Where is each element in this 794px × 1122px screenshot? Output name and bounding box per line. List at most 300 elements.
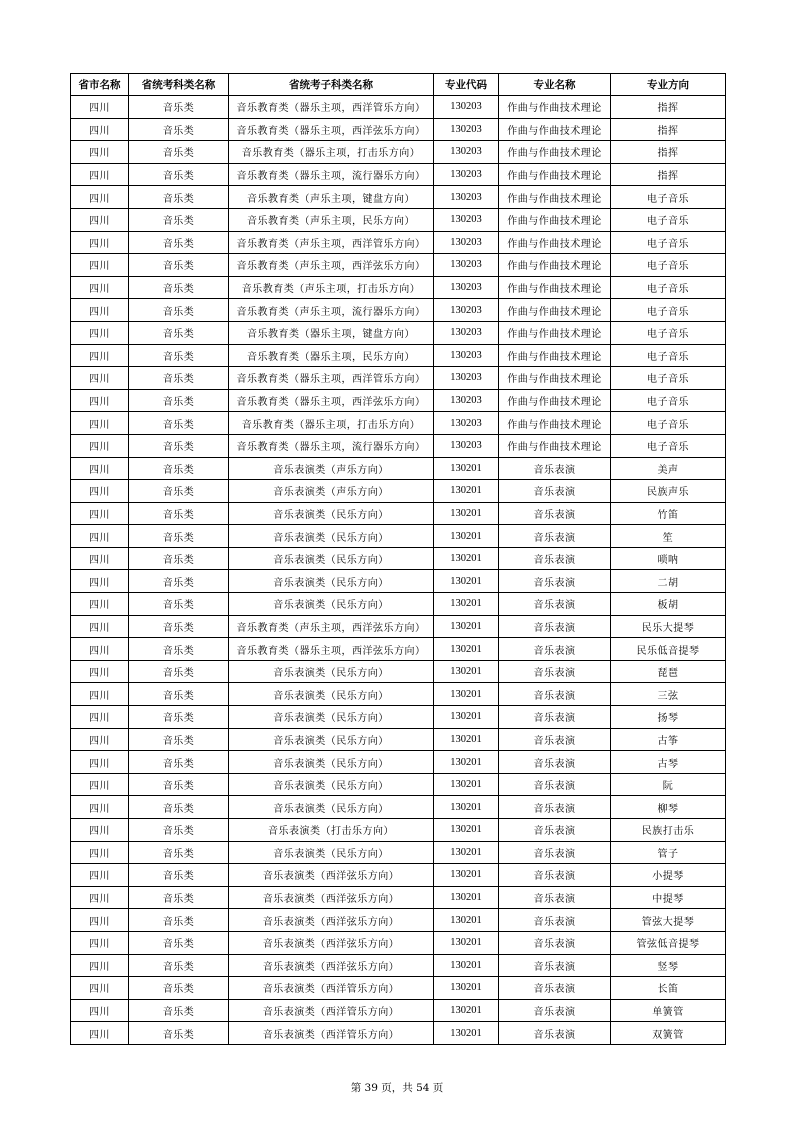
table-row bbox=[71, 299, 726, 322]
cell-subcategory: 音乐表演类（西洋弦乐方向） bbox=[229, 954, 434, 977]
page-number: 第 39 页，共 54 页 bbox=[350, 1082, 444, 1094]
cell-major-code: 130201 bbox=[434, 864, 499, 887]
cell-major-direction: 长笛 bbox=[611, 977, 726, 1000]
cell-major-name: 作曲与作曲技术理论 bbox=[499, 208, 611, 231]
cell-subcategory: 音乐教育类（器乐主项，键盘方向） bbox=[229, 321, 434, 344]
cell-subcategory: 音乐表演类（西洋弦乐方向） bbox=[229, 864, 434, 887]
cell-subcategory: 音乐表演类（声乐方向） bbox=[229, 457, 434, 480]
cell-province: 四川 bbox=[71, 886, 129, 909]
cell-major-code: 130201 bbox=[434, 547, 499, 570]
cell-major-direction: 二胡 bbox=[611, 570, 726, 593]
header-major-code: 专业代码 bbox=[434, 74, 499, 96]
cell-major-code: 130201 bbox=[434, 638, 499, 661]
cell-subcategory: 音乐教育类（声乐主项，西洋弦乐方向） bbox=[229, 615, 434, 638]
cell-major-direction: 单簧管 bbox=[611, 999, 726, 1022]
cell-major-code: 130201 bbox=[434, 457, 499, 480]
cell-major-code: 130203 bbox=[434, 163, 499, 186]
cell-major-code: 130203 bbox=[434, 299, 499, 322]
cell-major-name: 作曲与作曲技术理论 bbox=[499, 141, 611, 164]
cell-major-direction: 琵琶 bbox=[611, 660, 726, 683]
cell-category: 音乐类 bbox=[129, 118, 229, 141]
cell-major-code: 130201 bbox=[434, 706, 499, 729]
cell-category: 音乐类 bbox=[129, 796, 229, 819]
cell-major-direction: 电子音乐 bbox=[611, 231, 726, 254]
cell-province: 四川 bbox=[71, 570, 129, 593]
table-row bbox=[71, 751, 726, 774]
cell-province: 四川 bbox=[71, 389, 129, 412]
cell-major-code: 130201 bbox=[434, 886, 499, 909]
cell-province: 四川 bbox=[71, 977, 129, 1000]
cell-major-direction: 阮 bbox=[611, 773, 726, 796]
cell-subcategory: 音乐表演类（民乐方向） bbox=[229, 706, 434, 729]
header-major-direction: 专业方向 bbox=[611, 74, 726, 96]
cell-major-direction: 指挥 bbox=[611, 96, 726, 119]
cell-major-code: 130201 bbox=[434, 615, 499, 638]
cell-province: 四川 bbox=[71, 321, 129, 344]
cell-major-code: 130201 bbox=[434, 525, 499, 548]
cell-major-code: 130201 bbox=[434, 660, 499, 683]
cell-major-direction: 电子音乐 bbox=[611, 254, 726, 277]
cell-province: 四川 bbox=[71, 118, 129, 141]
cell-major-name: 音乐表演 bbox=[499, 864, 611, 887]
cell-major-code: 130201 bbox=[434, 751, 499, 774]
cell-province: 四川 bbox=[71, 999, 129, 1022]
cell-major-name: 音乐表演 bbox=[499, 909, 611, 932]
table-row bbox=[71, 841, 726, 864]
cell-major-name: 作曲与作曲技术理论 bbox=[499, 186, 611, 209]
cell-province: 四川 bbox=[71, 141, 129, 164]
cell-subcategory: 音乐教育类（器乐主项，西洋弦乐方向） bbox=[229, 638, 434, 661]
cell-province: 四川 bbox=[71, 434, 129, 457]
cell-category: 音乐类 bbox=[129, 276, 229, 299]
cell-major-direction: 电子音乐 bbox=[611, 299, 726, 322]
cell-major-direction: 三弦 bbox=[611, 683, 726, 706]
table-row bbox=[71, 163, 726, 186]
table-row bbox=[71, 276, 726, 299]
table-row bbox=[71, 186, 726, 209]
cell-major-code: 130203 bbox=[434, 367, 499, 390]
cell-subcategory: 音乐教育类（器乐主项，打击乐方向） bbox=[229, 141, 434, 164]
cell-major-direction: 指挥 bbox=[611, 118, 726, 141]
cell-major-code: 130201 bbox=[434, 841, 499, 864]
cell-major-direction: 电子音乐 bbox=[611, 367, 726, 390]
cell-province: 四川 bbox=[71, 909, 129, 932]
cell-major-name: 音乐表演 bbox=[499, 525, 611, 548]
cell-major-name: 音乐表演 bbox=[499, 593, 611, 616]
cell-category: 音乐类 bbox=[129, 367, 229, 390]
cell-major-direction: 电子音乐 bbox=[611, 389, 726, 412]
header-subcategory: 省统考子科类名称 bbox=[229, 74, 434, 96]
cell-major-code: 130203 bbox=[434, 344, 499, 367]
table-row bbox=[71, 344, 726, 367]
table-row bbox=[71, 141, 726, 164]
cell-province: 四川 bbox=[71, 186, 129, 209]
cell-major-code: 130203 bbox=[434, 254, 499, 277]
cell-province: 四川 bbox=[71, 864, 129, 887]
cell-major-name: 作曲与作曲技术理论 bbox=[499, 163, 611, 186]
cell-major-code: 130203 bbox=[434, 231, 499, 254]
table-row bbox=[71, 864, 726, 887]
cell-major-code: 130201 bbox=[434, 773, 499, 796]
cell-major-code: 130201 bbox=[434, 909, 499, 932]
cell-category: 音乐类 bbox=[129, 615, 229, 638]
cell-major-name: 音乐表演 bbox=[499, 819, 611, 842]
cell-category: 音乐类 bbox=[129, 954, 229, 977]
cell-subcategory: 音乐教育类（声乐主项，打击乐方向） bbox=[229, 276, 434, 299]
table-row bbox=[71, 570, 726, 593]
cell-subcategory: 音乐表演类（民乐方向） bbox=[229, 570, 434, 593]
cell-major-name: 音乐表演 bbox=[499, 773, 611, 796]
cell-province: 四川 bbox=[71, 547, 129, 570]
cell-major-name: 音乐表演 bbox=[499, 706, 611, 729]
cell-major-direction: 民乐大提琴 bbox=[611, 615, 726, 638]
table-body bbox=[71, 96, 726, 1045]
table-row bbox=[71, 683, 726, 706]
cell-major-code: 130203 bbox=[434, 321, 499, 344]
cell-subcategory: 音乐教育类（声乐主项，流行器乐方向） bbox=[229, 299, 434, 322]
cell-major-code: 130201 bbox=[434, 999, 499, 1022]
cell-subcategory: 音乐表演类（西洋弦乐方向） bbox=[229, 909, 434, 932]
cell-major-direction: 板胡 bbox=[611, 593, 726, 616]
cell-category: 音乐类 bbox=[129, 344, 229, 367]
cell-category: 音乐类 bbox=[129, 321, 229, 344]
cell-major-code: 130201 bbox=[434, 1022, 499, 1045]
cell-subcategory: 音乐表演类（民乐方向） bbox=[229, 525, 434, 548]
cell-province: 四川 bbox=[71, 1022, 129, 1045]
table-row bbox=[71, 931, 726, 954]
table-row bbox=[71, 999, 726, 1022]
cell-major-code: 130201 bbox=[434, 796, 499, 819]
cell-subcategory: 音乐表演类（西洋管乐方向） bbox=[229, 977, 434, 1000]
header-major-name: 专业名称 bbox=[499, 74, 611, 96]
cell-category: 音乐类 bbox=[129, 299, 229, 322]
cell-province: 四川 bbox=[71, 593, 129, 616]
cell-major-name: 音乐表演 bbox=[499, 931, 611, 954]
cell-major-code: 130203 bbox=[434, 141, 499, 164]
table-row bbox=[71, 593, 726, 616]
cell-subcategory: 音乐表演类（西洋管乐方向） bbox=[229, 1022, 434, 1045]
table-header-row bbox=[71, 74, 726, 96]
cell-category: 音乐类 bbox=[129, 480, 229, 503]
cell-province: 四川 bbox=[71, 344, 129, 367]
cell-subcategory: 音乐教育类（声乐主项，西洋弦乐方向） bbox=[229, 254, 434, 277]
cell-province: 四川 bbox=[71, 254, 129, 277]
cell-subcategory: 音乐表演类（民乐方向） bbox=[229, 751, 434, 774]
cell-major-code: 130203 bbox=[434, 276, 499, 299]
cell-province: 四川 bbox=[71, 480, 129, 503]
cell-province: 四川 bbox=[71, 96, 129, 119]
cell-category: 音乐类 bbox=[129, 751, 229, 774]
cell-province: 四川 bbox=[71, 819, 129, 842]
table-row bbox=[71, 96, 726, 119]
cell-major-direction: 民乐低音提琴 bbox=[611, 638, 726, 661]
cell-subcategory: 音乐教育类（器乐主项，西洋管乐方向） bbox=[229, 367, 434, 390]
cell-major-name: 音乐表演 bbox=[499, 1022, 611, 1045]
cell-subcategory: 音乐教育类（声乐主项，民乐方向） bbox=[229, 208, 434, 231]
cell-province: 四川 bbox=[71, 231, 129, 254]
cell-category: 音乐类 bbox=[129, 841, 229, 864]
cell-province: 四川 bbox=[71, 457, 129, 480]
table-row bbox=[71, 118, 726, 141]
table-row bbox=[71, 1022, 726, 1045]
cell-subcategory: 音乐表演类（民乐方向） bbox=[229, 773, 434, 796]
cell-major-name: 音乐表演 bbox=[499, 796, 611, 819]
cell-category: 音乐类 bbox=[129, 570, 229, 593]
table-row bbox=[71, 321, 726, 344]
table-row bbox=[71, 389, 726, 412]
cell-major-direction: 美声 bbox=[611, 457, 726, 480]
cell-subcategory: 音乐表演类（民乐方向） bbox=[229, 796, 434, 819]
cell-major-direction: 电子音乐 bbox=[611, 186, 726, 209]
cell-major-name: 作曲与作曲技术理论 bbox=[499, 389, 611, 412]
table-row bbox=[71, 728, 726, 751]
cell-major-name: 作曲与作曲技术理论 bbox=[499, 367, 611, 390]
cell-major-direction: 电子音乐 bbox=[611, 276, 726, 299]
cell-subcategory: 音乐教育类（器乐主项，西洋弦乐方向） bbox=[229, 118, 434, 141]
cell-subcategory: 音乐教育类（声乐主项，键盘方向） bbox=[229, 186, 434, 209]
cell-province: 四川 bbox=[71, 276, 129, 299]
cell-category: 音乐类 bbox=[129, 231, 229, 254]
cell-category: 音乐类 bbox=[129, 773, 229, 796]
cell-category: 音乐类 bbox=[129, 457, 229, 480]
cell-major-name: 音乐表演 bbox=[499, 751, 611, 774]
cell-major-name: 作曲与作曲技术理论 bbox=[499, 434, 611, 457]
cell-subcategory: 音乐教育类（器乐主项，流行器乐方向） bbox=[229, 163, 434, 186]
table-row bbox=[71, 638, 726, 661]
table-row bbox=[71, 706, 726, 729]
cell-province: 四川 bbox=[71, 412, 129, 435]
cell-category: 音乐类 bbox=[129, 706, 229, 729]
cell-category: 音乐类 bbox=[129, 547, 229, 570]
cell-subcategory: 音乐表演类（西洋管乐方向） bbox=[229, 999, 434, 1022]
cell-subcategory: 音乐表演类（民乐方向） bbox=[229, 683, 434, 706]
cell-province: 四川 bbox=[71, 728, 129, 751]
cell-category: 音乐类 bbox=[129, 163, 229, 186]
cell-province: 四川 bbox=[71, 796, 129, 819]
table-row bbox=[71, 909, 726, 932]
table-row bbox=[71, 954, 726, 977]
cell-major-code: 130203 bbox=[434, 434, 499, 457]
cell-major-direction: 管弦大提琴 bbox=[611, 909, 726, 932]
cell-major-direction: 竹笛 bbox=[611, 502, 726, 525]
cell-subcategory: 音乐表演类（民乐方向） bbox=[229, 660, 434, 683]
cell-major-direction: 电子音乐 bbox=[611, 434, 726, 457]
cell-category: 音乐类 bbox=[129, 412, 229, 435]
cell-subcategory: 音乐表演类（民乐方向） bbox=[229, 547, 434, 570]
cell-subcategory: 音乐表演类（民乐方向） bbox=[229, 728, 434, 751]
cell-major-direction: 电子音乐 bbox=[611, 412, 726, 435]
cell-major-name: 作曲与作曲技术理论 bbox=[499, 276, 611, 299]
cell-province: 四川 bbox=[71, 502, 129, 525]
cell-category: 音乐类 bbox=[129, 864, 229, 887]
cell-subcategory: 音乐教育类（器乐主项，西洋管乐方向） bbox=[229, 96, 434, 119]
table-row bbox=[71, 434, 726, 457]
cell-subcategory: 音乐教育类（声乐主项，西洋管乐方向） bbox=[229, 231, 434, 254]
table-row bbox=[71, 367, 726, 390]
table-row bbox=[71, 254, 726, 277]
table-row bbox=[71, 796, 726, 819]
cell-major-direction: 竖琴 bbox=[611, 954, 726, 977]
cell-major-name: 音乐表演 bbox=[499, 977, 611, 1000]
cell-major-name: 作曲与作曲技术理论 bbox=[499, 344, 611, 367]
table-row bbox=[71, 457, 726, 480]
cell-major-name: 音乐表演 bbox=[499, 615, 611, 638]
cell-major-code: 130201 bbox=[434, 954, 499, 977]
cell-major-direction: 扬琴 bbox=[611, 706, 726, 729]
cell-major-name: 音乐表演 bbox=[499, 502, 611, 525]
cell-province: 四川 bbox=[71, 299, 129, 322]
cell-major-name: 作曲与作曲技术理论 bbox=[499, 254, 611, 277]
table-row bbox=[71, 819, 726, 842]
cell-province: 四川 bbox=[71, 773, 129, 796]
cell-major-direction: 电子音乐 bbox=[611, 208, 726, 231]
cell-province: 四川 bbox=[71, 208, 129, 231]
cell-major-name: 音乐表演 bbox=[499, 999, 611, 1022]
cell-major-code: 130201 bbox=[434, 593, 499, 616]
cell-major-code: 130201 bbox=[434, 819, 499, 842]
cell-province: 四川 bbox=[71, 525, 129, 548]
cell-category: 音乐类 bbox=[129, 186, 229, 209]
cell-major-code: 130203 bbox=[434, 389, 499, 412]
cell-major-name: 音乐表演 bbox=[499, 954, 611, 977]
cell-major-direction: 双簧管 bbox=[611, 1022, 726, 1045]
table-row bbox=[71, 886, 726, 909]
cell-province: 四川 bbox=[71, 751, 129, 774]
cell-category: 音乐类 bbox=[129, 389, 229, 412]
cell-province: 四川 bbox=[71, 163, 129, 186]
cell-province: 四川 bbox=[71, 683, 129, 706]
cell-category: 音乐类 bbox=[129, 660, 229, 683]
table-row bbox=[71, 773, 726, 796]
cell-major-name: 作曲与作曲技术理论 bbox=[499, 299, 611, 322]
cell-major-direction: 民族打击乐 bbox=[611, 819, 726, 842]
cell-major-code: 130203 bbox=[434, 208, 499, 231]
cell-category: 音乐类 bbox=[129, 502, 229, 525]
cell-major-name: 音乐表演 bbox=[499, 638, 611, 661]
cell-major-code: 130201 bbox=[434, 570, 499, 593]
cell-major-direction: 笙 bbox=[611, 525, 726, 548]
cell-major-name: 作曲与作曲技术理论 bbox=[499, 321, 611, 344]
admissions-table-container bbox=[70, 73, 725, 1045]
cell-subcategory: 音乐表演类（民乐方向） bbox=[229, 841, 434, 864]
cell-major-name: 音乐表演 bbox=[499, 683, 611, 706]
cell-major-name: 作曲与作曲技术理论 bbox=[499, 118, 611, 141]
cell-major-name: 音乐表演 bbox=[499, 547, 611, 570]
table-row bbox=[71, 208, 726, 231]
cell-province: 四川 bbox=[71, 638, 129, 661]
table-row bbox=[71, 480, 726, 503]
cell-major-code: 130201 bbox=[434, 977, 499, 1000]
cell-category: 音乐类 bbox=[129, 208, 229, 231]
cell-major-name: 音乐表演 bbox=[499, 841, 611, 864]
cell-category: 音乐类 bbox=[129, 977, 229, 1000]
cell-category: 音乐类 bbox=[129, 593, 229, 616]
cell-major-direction: 指挥 bbox=[611, 141, 726, 164]
cell-subcategory: 音乐教育类（器乐主项，西洋弦乐方向） bbox=[229, 389, 434, 412]
cell-subcategory: 音乐表演类（民乐方向） bbox=[229, 593, 434, 616]
cell-major-name: 音乐表演 bbox=[499, 457, 611, 480]
cell-subcategory: 音乐表演类（民乐方向） bbox=[229, 502, 434, 525]
cell-major-name: 音乐表演 bbox=[499, 480, 611, 503]
cell-province: 四川 bbox=[71, 367, 129, 390]
cell-category: 音乐类 bbox=[129, 525, 229, 548]
cell-major-direction: 管子 bbox=[611, 841, 726, 864]
cell-major-direction: 古琴 bbox=[611, 751, 726, 774]
table-row bbox=[71, 502, 726, 525]
cell-major-direction: 指挥 bbox=[611, 163, 726, 186]
cell-province: 四川 bbox=[71, 615, 129, 638]
cell-major-name: 作曲与作曲技术理论 bbox=[499, 231, 611, 254]
table-row bbox=[71, 615, 726, 638]
cell-subcategory: 音乐表演类（西洋弦乐方向） bbox=[229, 886, 434, 909]
cell-category: 音乐类 bbox=[129, 96, 229, 119]
cell-major-direction: 中提琴 bbox=[611, 886, 726, 909]
cell-major-name: 作曲与作曲技术理论 bbox=[499, 96, 611, 119]
header-category: 省统考科类名称 bbox=[129, 74, 229, 96]
cell-major-direction: 唢呐 bbox=[611, 547, 726, 570]
cell-province: 四川 bbox=[71, 931, 129, 954]
cell-category: 音乐类 bbox=[129, 254, 229, 277]
table-row bbox=[71, 547, 726, 570]
table-row bbox=[71, 231, 726, 254]
cell-category: 音乐类 bbox=[129, 819, 229, 842]
cell-major-name: 音乐表演 bbox=[499, 660, 611, 683]
header-province: 省市名称 bbox=[71, 74, 129, 96]
table-row bbox=[71, 412, 726, 435]
cell-subcategory: 音乐教育类（器乐主项，民乐方向） bbox=[229, 344, 434, 367]
cell-major-code: 130203 bbox=[434, 96, 499, 119]
cell-province: 四川 bbox=[71, 954, 129, 977]
cell-major-direction: 古筝 bbox=[611, 728, 726, 751]
cell-major-name: 音乐表演 bbox=[499, 728, 611, 751]
cell-category: 音乐类 bbox=[129, 141, 229, 164]
cell-major-code: 130201 bbox=[434, 728, 499, 751]
cell-category: 音乐类 bbox=[129, 931, 229, 954]
cell-category: 音乐类 bbox=[129, 728, 229, 751]
cell-major-direction: 管弦低音提琴 bbox=[611, 931, 726, 954]
table-row bbox=[71, 525, 726, 548]
cell-category: 音乐类 bbox=[129, 434, 229, 457]
cell-province: 四川 bbox=[71, 660, 129, 683]
cell-subcategory: 音乐教育类（器乐主项，流行器乐方向） bbox=[229, 434, 434, 457]
cell-major-code: 130203 bbox=[434, 186, 499, 209]
cell-major-direction: 小提琴 bbox=[611, 864, 726, 887]
cell-major-code: 130201 bbox=[434, 502, 499, 525]
table-row bbox=[71, 660, 726, 683]
table-row bbox=[71, 977, 726, 1000]
cell-category: 音乐类 bbox=[129, 999, 229, 1022]
cell-province: 四川 bbox=[71, 841, 129, 864]
cell-major-code: 130203 bbox=[434, 118, 499, 141]
cell-category: 音乐类 bbox=[129, 638, 229, 661]
admissions-table bbox=[70, 73, 726, 1045]
cell-subcategory: 音乐教育类（器乐主项，打击乐方向） bbox=[229, 412, 434, 435]
cell-category: 音乐类 bbox=[129, 683, 229, 706]
cell-major-name: 作曲与作曲技术理论 bbox=[499, 412, 611, 435]
cell-category: 音乐类 bbox=[129, 1022, 229, 1045]
cell-subcategory: 音乐表演类（声乐方向） bbox=[229, 480, 434, 503]
cell-major-code: 130203 bbox=[434, 412, 499, 435]
cell-subcategory: 音乐表演类（西洋弦乐方向） bbox=[229, 931, 434, 954]
cell-category: 音乐类 bbox=[129, 909, 229, 932]
cell-major-code: 130201 bbox=[434, 931, 499, 954]
cell-major-direction: 电子音乐 bbox=[611, 321, 726, 344]
cell-major-direction: 电子音乐 bbox=[611, 344, 726, 367]
cell-major-direction: 柳琴 bbox=[611, 796, 726, 819]
cell-category: 音乐类 bbox=[129, 886, 229, 909]
cell-province: 四川 bbox=[71, 706, 129, 729]
cell-major-name: 音乐表演 bbox=[499, 570, 611, 593]
